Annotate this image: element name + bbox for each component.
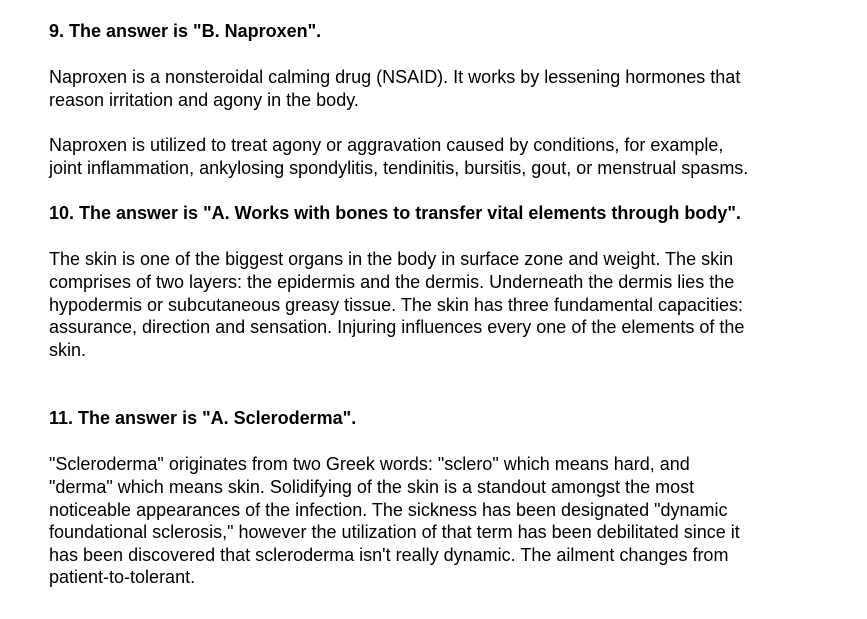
answer-9-heading: 9. The answer is "B. Naproxen". [49,21,322,41]
spacer [49,225,857,248]
text-line: noticeable appearances of the infection. The sickness has been designated "dynamic [49,499,728,520]
answer-11-heading: 11. The answer is "A. Scleroderma". [49,408,357,429]
spacer [49,43,857,66]
answer-10-paragraph-1 [49,248,857,361]
text-line: hypodermis or subcutaneous greasy tissue. The skin has three fundamental capacities: [49,294,744,315]
text-line: patient-to-tolerant. [49,567,196,588]
text-line: "Scleroderma" originates from two Greek words: "sclero" which means hard, and [49,454,690,475]
answer-10-heading: 10. The answer is "A. Works with bones to transfer vital elements through body". [49,203,741,224]
answer-11-paragraph-1 [49,453,857,589]
spacer [49,430,857,453]
text-line: comprises of two layers: the epidermis and the dermis. Underneath the dermis lies the [49,271,735,292]
text-line: assurance, direction and sensation. Injuring influences every one of the elements of the [49,317,745,338]
spacer [49,361,857,407]
answer-9-paragraph-1 [49,66,857,111]
text-line: Naproxen is utilized to treat agony or aggravation caused by conditions, for example, [49,135,724,156]
text-line: skin. [49,339,87,360]
spacer [49,179,857,202]
text-line: The skin is one of the biggest organs in the body in surface zone and weight. The skin [49,249,734,270]
text-line: joint inflammation, ankylosing spondylitis, tendinitis, bursitis, gout, or menstrual spasms. [49,157,749,178]
text-line: has been discovered that scleroderma isn't really dynamic. The ailment changes from [49,544,729,565]
text-line: reason irritation and agony in the body. [49,89,359,110]
answer-9-paragraph-2 [49,134,857,179]
text-line: "derma" which means skin. Solidifying of the skin is a standout amongst the most [49,476,695,497]
text-line: Naproxen is a nonsteroidal calming drug (NSAID). It works by lessening hormones that [49,67,741,87]
text-line: foundational sclerosis," however the utilization of that term has been debilitated since it [49,522,740,543]
spacer [49,111,857,134]
